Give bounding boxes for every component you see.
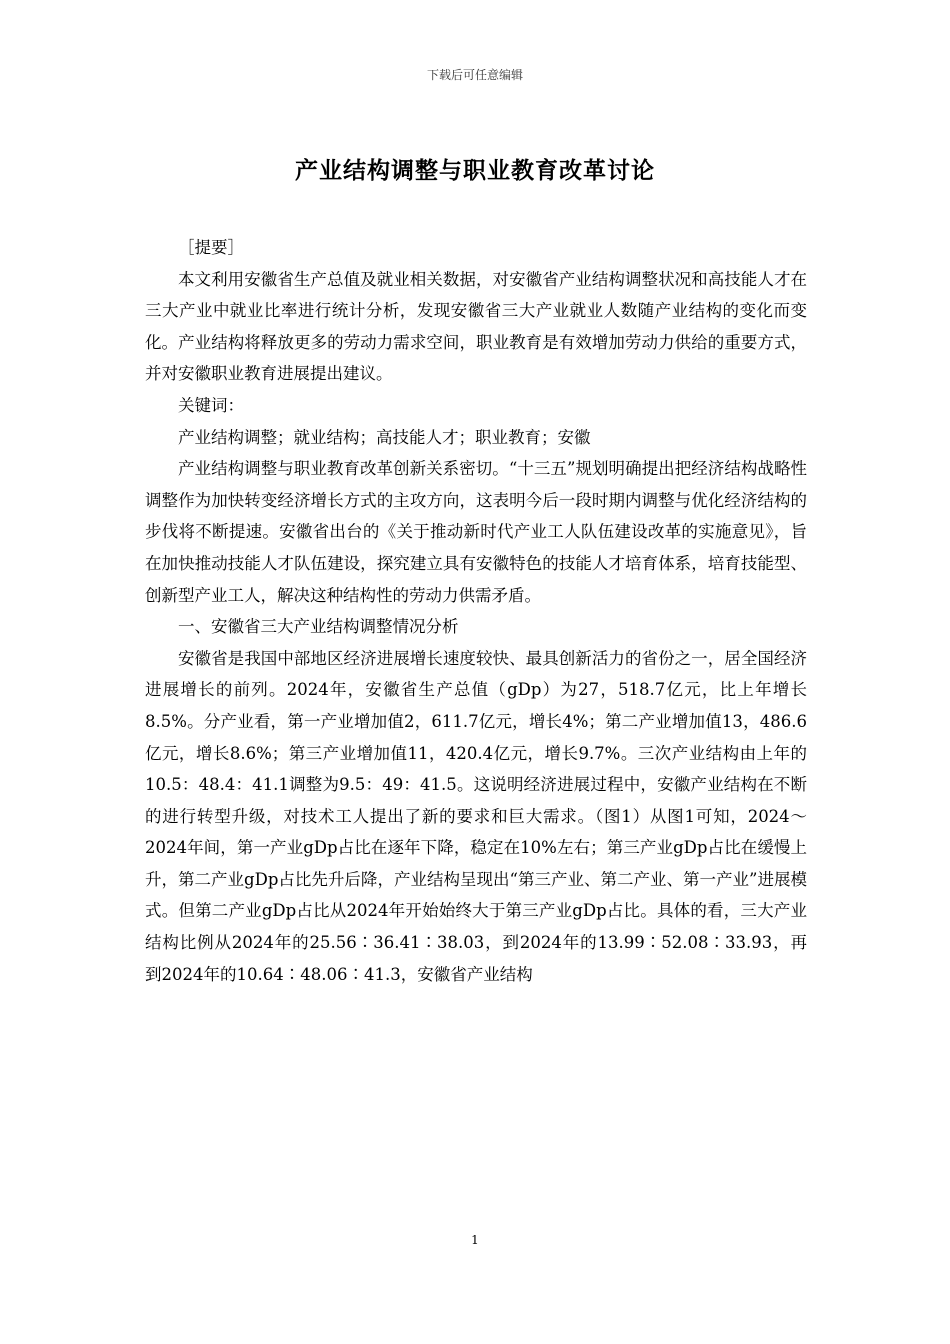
section-heading: 一、安徽省三大产业结构调整情况分析 [178,617,459,637]
intro-paragraph: 产业结构调整与职业教育改革创新关系密切。“十三五”规划明确提出把经济结构战略性调整作为加快转变经济增长方式的主攻方向，这表明今后一段时期内调整与优化经济结构的步伐将不断提速。安徽省出台的《关于推动新时代产业工人队伍建设改革的实施意见》，旨在加快推动技能人才队伍建设，探究建立具有安徽特色的技能人才培育体系，培育技能型、创新型产业工人，解决这种结构性的劳动力供需矛盾。 [145,459,807,605]
document-body [145,232,807,990]
keywords-list: 产业结构调整；就业结构；高技能人才；职业教育；安徽 [178,427,591,447]
section-paragraph: 安徽省是我国中部地区经济进展增长速度较快、最具创新活力的省份之一，居全国经济进展增长的前列。2024年，安徽省生产总值（gDp）为27，518.7亿元，比上年增长8.5%。分产业看，第一产业增加值2，611.7亿元，增长4%；第二产业增加值13，486.6亿元，增长8.6%；第三产业增加值11，420.4亿元，增长9.7%。三次产业结构由上年的10.5：48.4：41.1调整为9.5：49：41.5。这说明经济进展过程中，安徽产业结构在不断的进行转型升级，对技术工人提出了新的要求和巨大需求。（图1）从图1可知，2024～2024年间，第一产业gDp占比在逐年下降，稳定在10%左右；第三产业gDp占比在缓慢上升，第二产业gDp占比先升后降，产业结构呈现出“第三产业、第二产业、第一产业”进展模式。但第二产业gDp占比从2024年开始始终大于第三产业gDp占比。具体的看，三大产业结构比例从2024年的25.56∶36.41∶38.03，到2024年的13.99∶52.08∶33.93，再到2024年的10.64∶48.06∶41.3，安徽省产业结构 [145,648,807,984]
page-number: 1 [471,1233,479,1247]
abstract-label: ［提要］ [178,238,244,257]
abstract-paragraph: 本文利用安徽省生产总值及就业相关数据，对安徽省产业结构调整状况和高技能人才在三大产业中就业比率进行统计分析，发现安徽省三大产业就业人数随产业结构的变化而变化。产业结构将释放更多的劳动力需求空间，职业教育是有效增加劳动力供给的重要方式，并对安徽职业教育进展提出建议。 [145,269,807,384]
keywords-label: 关键词： [178,395,244,415]
document-title: 产业结构调整与职业教育改革讨论 [295,158,655,184]
page-header: 下载后可任意编辑 [426,68,523,82]
